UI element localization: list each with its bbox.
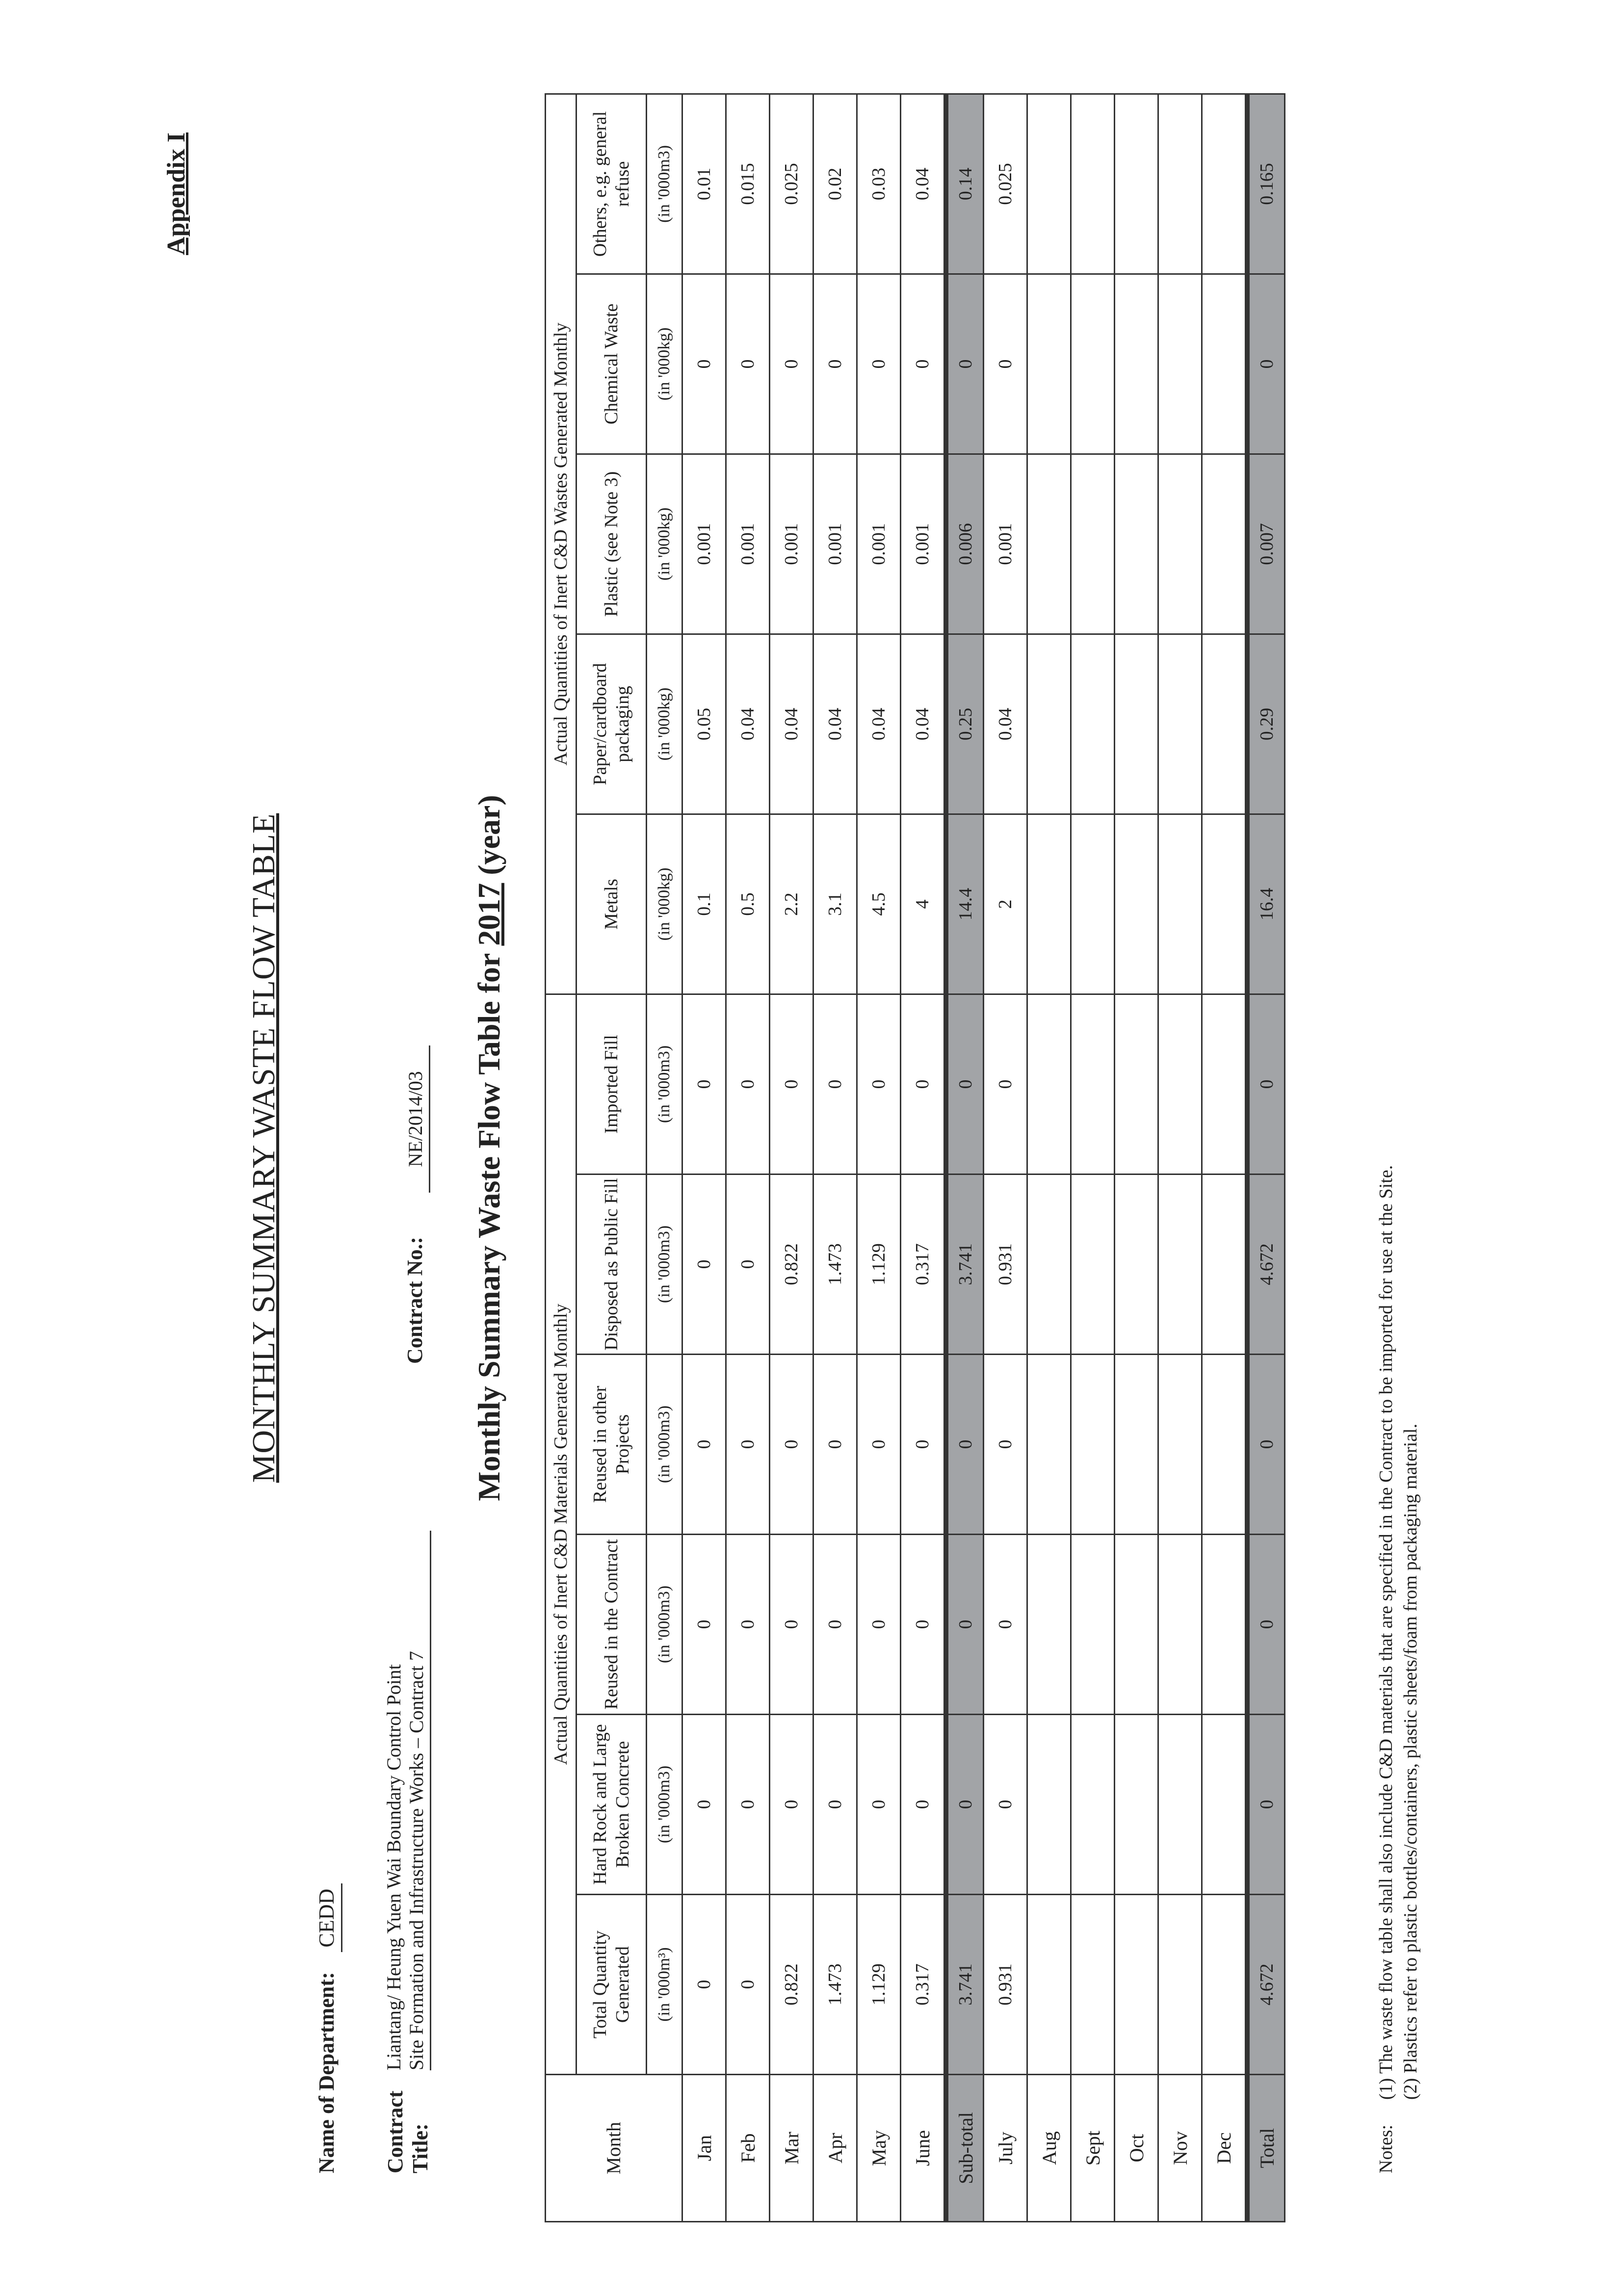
- value-cell: 0: [946, 1535, 984, 1715]
- value-cell: 0.001: [770, 454, 813, 634]
- value-cell: 0: [1247, 1715, 1285, 1895]
- value-cell: [1071, 454, 1115, 634]
- value-cell: 0: [984, 994, 1027, 1174]
- value-cell: 0.165: [1247, 94, 1285, 274]
- column-header: Metals: [576, 814, 647, 994]
- month-cell: Apr: [813, 2075, 857, 2222]
- column-header: Paper/cardboard packaging: [576, 634, 647, 814]
- value-cell: 0.25: [946, 634, 984, 814]
- contract-title-line-2: Site Formation and Infrastructure Works – Contract 7: [405, 1651, 427, 2070]
- value-cell: 0: [813, 1715, 857, 1895]
- table-body: [682, 94, 1285, 2221]
- table-row: [857, 94, 901, 2221]
- value-cell: 0.006: [946, 454, 984, 634]
- value-cell: [1115, 94, 1158, 274]
- value-cell: 0: [682, 994, 726, 1174]
- month-cell: Aug: [1027, 2075, 1071, 2222]
- value-cell: [1202, 814, 1248, 994]
- value-cell: [1027, 454, 1071, 634]
- month-cell: Jan: [682, 2075, 726, 2222]
- month-cell: Sub-total: [946, 2075, 984, 2222]
- value-cell: 0: [901, 1355, 946, 1535]
- value-cell: 0: [857, 1715, 901, 1895]
- column-unit: (in '000m3): [647, 1355, 682, 1535]
- value-cell: 0: [682, 1355, 726, 1535]
- contract-title-value: [383, 1531, 431, 2070]
- value-cell: [1115, 1895, 1158, 2075]
- value-cell: [1158, 1355, 1202, 1535]
- waste-flow-table: [545, 93, 1285, 2222]
- value-cell: 2: [984, 814, 1027, 994]
- value-cell: [1202, 94, 1248, 274]
- value-cell: [1158, 814, 1202, 994]
- table-title-year: 2017: [471, 883, 506, 946]
- value-cell: [1202, 1895, 1248, 2075]
- value-cell: [1071, 1895, 1115, 2075]
- value-cell: 0: [770, 1715, 813, 1895]
- value-cell: [1027, 1355, 1071, 1535]
- value-cell: 0: [726, 1174, 770, 1355]
- table-row: [1071, 94, 1115, 2221]
- value-cell: 0: [726, 1355, 770, 1535]
- value-cell: [1158, 1715, 1202, 1895]
- value-cell: 0.1: [682, 814, 726, 994]
- table-row: [1247, 94, 1285, 2221]
- table-title-prefix: Monthly Summary Waste Flow Table for: [471, 953, 506, 1501]
- value-cell: [1158, 634, 1202, 814]
- month-cell: July: [984, 2075, 1027, 2222]
- table-row: [1158, 94, 1202, 2221]
- value-cell: 4: [901, 814, 946, 994]
- month-cell: Mar: [770, 2075, 813, 2222]
- value-cell: 3.741: [946, 1895, 984, 2075]
- value-cell: [1158, 454, 1202, 634]
- value-cell: [1115, 1715, 1158, 1895]
- table-title-suffix: (year): [471, 795, 506, 875]
- table-row: [770, 94, 813, 2221]
- table-row: [1115, 94, 1158, 2221]
- value-cell: 0.001: [901, 454, 946, 634]
- table-row: [1202, 94, 1248, 2221]
- value-cell: 0.04: [813, 634, 857, 814]
- appendix-label: Appendix I: [162, 132, 190, 255]
- value-cell: [1027, 1535, 1071, 1715]
- column-unit: (in '000m3): [647, 94, 682, 274]
- value-cell: 0: [946, 994, 984, 1174]
- value-cell: 0: [984, 1355, 1027, 1535]
- value-cell: [1115, 814, 1158, 994]
- value-cell: 0: [770, 274, 813, 454]
- value-cell: 4.5: [857, 814, 901, 994]
- contract-number-label: Contract No.:: [403, 1236, 427, 1364]
- value-cell: [1202, 1355, 1248, 1535]
- value-cell: [1071, 994, 1115, 1174]
- value-cell: 0.03: [857, 94, 901, 274]
- value-cell: 2.2: [770, 814, 813, 994]
- value-cell: 0: [946, 1355, 984, 1535]
- value-cell: [1115, 634, 1158, 814]
- column-unit: (in '000kg): [647, 634, 682, 814]
- value-cell: 0.01: [682, 94, 726, 274]
- column-header: Hard Rock and Large Broken Concrete: [576, 1715, 647, 1895]
- value-cell: 0: [770, 1355, 813, 1535]
- value-cell: 0: [726, 1715, 770, 1895]
- value-cell: [1071, 634, 1115, 814]
- value-cell: 0.02: [813, 94, 857, 274]
- value-cell: 0: [984, 1715, 1027, 1895]
- value-cell: 0: [813, 1355, 857, 1535]
- month-cell: Oct: [1115, 2075, 1158, 2222]
- column-unit: (in '000m3): [647, 1535, 682, 1715]
- department-value: CEDD: [314, 1883, 342, 1952]
- contract-title-row: [383, 1531, 433, 2173]
- table-row: [946, 94, 984, 2221]
- value-cell: [1115, 994, 1158, 1174]
- value-cell: 0: [1247, 1355, 1285, 1535]
- month-cell: June: [901, 2075, 946, 2222]
- column-header: Reused in other Projects: [576, 1355, 647, 1535]
- department-label: Name of Department:: [314, 1972, 339, 2173]
- value-cell: 0.001: [857, 454, 901, 634]
- table-row: [726, 94, 770, 2221]
- contract-title-label: Contract Title:: [383, 2090, 432, 2173]
- value-cell: [1115, 1174, 1158, 1355]
- value-cell: [1071, 1174, 1115, 1355]
- value-cell: [1158, 1895, 1202, 2075]
- value-cell: [1202, 1715, 1248, 1895]
- value-cell: 0.14: [946, 94, 984, 274]
- column-unit: (in '000m3): [647, 994, 682, 1174]
- value-cell: 0: [857, 1535, 901, 1715]
- value-cell: 0.04: [726, 634, 770, 814]
- value-cell: 0: [984, 1535, 1027, 1715]
- column-unit: (in '000m³): [647, 1895, 682, 2075]
- value-cell: [1202, 1174, 1248, 1355]
- value-cell: 0: [813, 1535, 857, 1715]
- value-cell: [1202, 1535, 1248, 1715]
- value-cell: 0.001: [813, 454, 857, 634]
- value-cell: 0: [1247, 994, 1285, 1174]
- month-cell: Dec: [1202, 2075, 1248, 2222]
- note-1: (1) The waste flow table shall also include C&D materials that are specified in the Contract to be imported for use at the Site.: [1376, 1165, 1396, 2100]
- value-cell: 0.04: [770, 634, 813, 814]
- value-cell: 0: [726, 994, 770, 1174]
- value-cell: [1027, 1715, 1071, 1895]
- value-cell: [1027, 1174, 1071, 1355]
- value-cell: 4.672: [1247, 1174, 1285, 1355]
- column-unit: (in '000kg): [647, 454, 682, 634]
- value-cell: [1115, 1355, 1158, 1535]
- value-cell: [1071, 94, 1115, 274]
- value-cell: [1027, 94, 1071, 274]
- value-cell: 0.29: [1247, 634, 1285, 814]
- column-header: Others, e.g. general refuse: [576, 94, 647, 274]
- value-cell: 0: [857, 1355, 901, 1535]
- value-cell: 0: [682, 1715, 726, 1895]
- month-cell: Feb: [726, 2075, 770, 2222]
- value-cell: [1202, 454, 1248, 634]
- value-cell: 0.04: [901, 94, 946, 274]
- value-cell: [1115, 1535, 1158, 1715]
- value-cell: [1027, 814, 1071, 994]
- value-cell: 3.741: [946, 1174, 984, 1355]
- table-row: [682, 94, 726, 2221]
- value-cell: 0: [770, 994, 813, 1174]
- value-cell: 0.822: [770, 1174, 813, 1355]
- value-cell: [1158, 274, 1202, 454]
- inert-wastes-group-header: Actual Quantities of Inert C&D Wastes Generated Monthly: [546, 94, 576, 994]
- value-cell: 0.04: [984, 634, 1027, 814]
- value-cell: [1115, 454, 1158, 634]
- value-cell: [1158, 1535, 1202, 1715]
- value-cell: 0.822: [770, 1895, 813, 2075]
- notes-label: Notes:: [1376, 2124, 1396, 2173]
- value-cell: 1.129: [857, 1895, 901, 2075]
- table-header: [546, 94, 682, 2221]
- value-cell: 0.04: [901, 634, 946, 814]
- value-cell: 1.473: [813, 1174, 857, 1355]
- value-cell: 0: [770, 1535, 813, 1715]
- column-unit: (in '000m3): [647, 1174, 682, 1355]
- table-title: [471, 0, 507, 2296]
- value-cell: [1027, 1895, 1071, 2075]
- value-cell: 0: [857, 994, 901, 1174]
- month-cell: May: [857, 2075, 901, 2222]
- value-cell: [1027, 274, 1071, 454]
- value-cell: 0: [682, 274, 726, 454]
- column-header: Imported Fill: [576, 994, 647, 1174]
- value-cell: [1071, 274, 1115, 454]
- value-cell: [1115, 274, 1158, 454]
- value-cell: 1.129: [857, 1174, 901, 1355]
- value-cell: 0.025: [984, 94, 1027, 274]
- column-header: Chemical Waste: [576, 274, 647, 454]
- month-cell: Total: [1247, 2075, 1285, 2222]
- column-unit: (in '000kg): [647, 274, 682, 454]
- value-cell: [1027, 634, 1071, 814]
- value-cell: [1158, 94, 1202, 274]
- column-unit: (in '000kg): [647, 814, 682, 994]
- value-cell: 0: [682, 1174, 726, 1355]
- value-cell: 0: [1247, 1535, 1285, 1715]
- column-unit: (in '000m3): [647, 1715, 682, 1895]
- value-cell: [1071, 1355, 1115, 1535]
- value-cell: 0: [857, 274, 901, 454]
- value-cell: [1158, 994, 1202, 1174]
- value-cell: 3.1: [813, 814, 857, 994]
- contract-number-value: NE/2014/03: [404, 1045, 430, 1193]
- value-cell: 0.317: [901, 1174, 946, 1355]
- value-cell: 0: [726, 274, 770, 454]
- value-cell: 0: [901, 1535, 946, 1715]
- value-cell: 16.4: [1247, 814, 1285, 994]
- value-cell: [1202, 994, 1248, 1174]
- contract-number-row: [402, 1045, 430, 1364]
- value-cell: 0.317: [901, 1895, 946, 2075]
- table-row: [901, 94, 946, 2221]
- value-cell: 0.5: [726, 814, 770, 994]
- value-cell: 0.001: [726, 454, 770, 634]
- value-cell: 0.015: [726, 94, 770, 274]
- value-cell: 14.4: [946, 814, 984, 994]
- value-cell: 0.931: [984, 1174, 1027, 1355]
- value-cell: [1027, 994, 1071, 1174]
- value-cell: 1.473: [813, 1895, 857, 2075]
- inert-materials-group-header: Actual Quantities of Inert C&D Materials Generated Monthly: [546, 994, 576, 2074]
- value-cell: [1071, 814, 1115, 994]
- column-header: Total Quantity Generated: [576, 1895, 647, 2075]
- value-cell: 0: [901, 274, 946, 454]
- value-cell: 0.025: [770, 94, 813, 274]
- column-header: Plastic (see Note 3): [576, 454, 647, 634]
- month-cell: Sept: [1071, 2075, 1115, 2222]
- value-cell: 0: [813, 274, 857, 454]
- table-row: [984, 94, 1027, 2221]
- value-cell: 0: [682, 1535, 726, 1715]
- note-2: (2) Plastics refer to plastic bottles/containers, plastic sheets/foam from packaging material.: [1400, 1423, 1421, 2100]
- value-cell: 0: [726, 1535, 770, 1715]
- value-cell: 0.001: [984, 454, 1027, 634]
- department-row: [314, 1883, 342, 2173]
- value-cell: 0.007: [1247, 454, 1285, 634]
- value-cell: [1158, 1174, 1202, 1355]
- value-cell: 0: [726, 1895, 770, 2075]
- value-cell: 4.672: [1247, 1895, 1285, 2075]
- value-cell: 0.931: [984, 1895, 1027, 2075]
- table-row: [813, 94, 857, 2221]
- value-cell: 0: [901, 994, 946, 1174]
- month-cell: Nov: [1158, 2075, 1202, 2222]
- value-cell: [1202, 634, 1248, 814]
- notes: [1374, 1165, 1423, 2173]
- value-cell: 0: [682, 1895, 726, 2075]
- page-title: MONTHLY SUMMARY WASTE FLOW TABLE: [246, 813, 282, 1483]
- value-cell: 0.05: [682, 634, 726, 814]
- value-cell: [1202, 274, 1248, 454]
- contract-title-line-1: Liantang/ Heung Yuen Wai Boundary Control Point: [383, 1664, 405, 2070]
- notes-items: [1374, 1165, 1423, 2100]
- value-cell: 0: [946, 274, 984, 454]
- value-cell: 0: [984, 274, 1027, 454]
- column-header: Reused in the Contract: [576, 1535, 647, 1715]
- value-cell: 0: [813, 994, 857, 1174]
- value-cell: 0: [946, 1715, 984, 1895]
- value-cell: 0: [901, 1715, 946, 1895]
- column-header: Disposed as Public Fill: [576, 1174, 647, 1355]
- value-cell: 0: [1247, 274, 1285, 454]
- value-cell: 0.001: [682, 454, 726, 634]
- value-cell: [1071, 1715, 1115, 1895]
- table-row: [1027, 94, 1071, 2221]
- value-cell: 0.04: [857, 634, 901, 814]
- month-header: Month: [546, 2075, 682, 2222]
- value-cell: [1071, 1535, 1115, 1715]
